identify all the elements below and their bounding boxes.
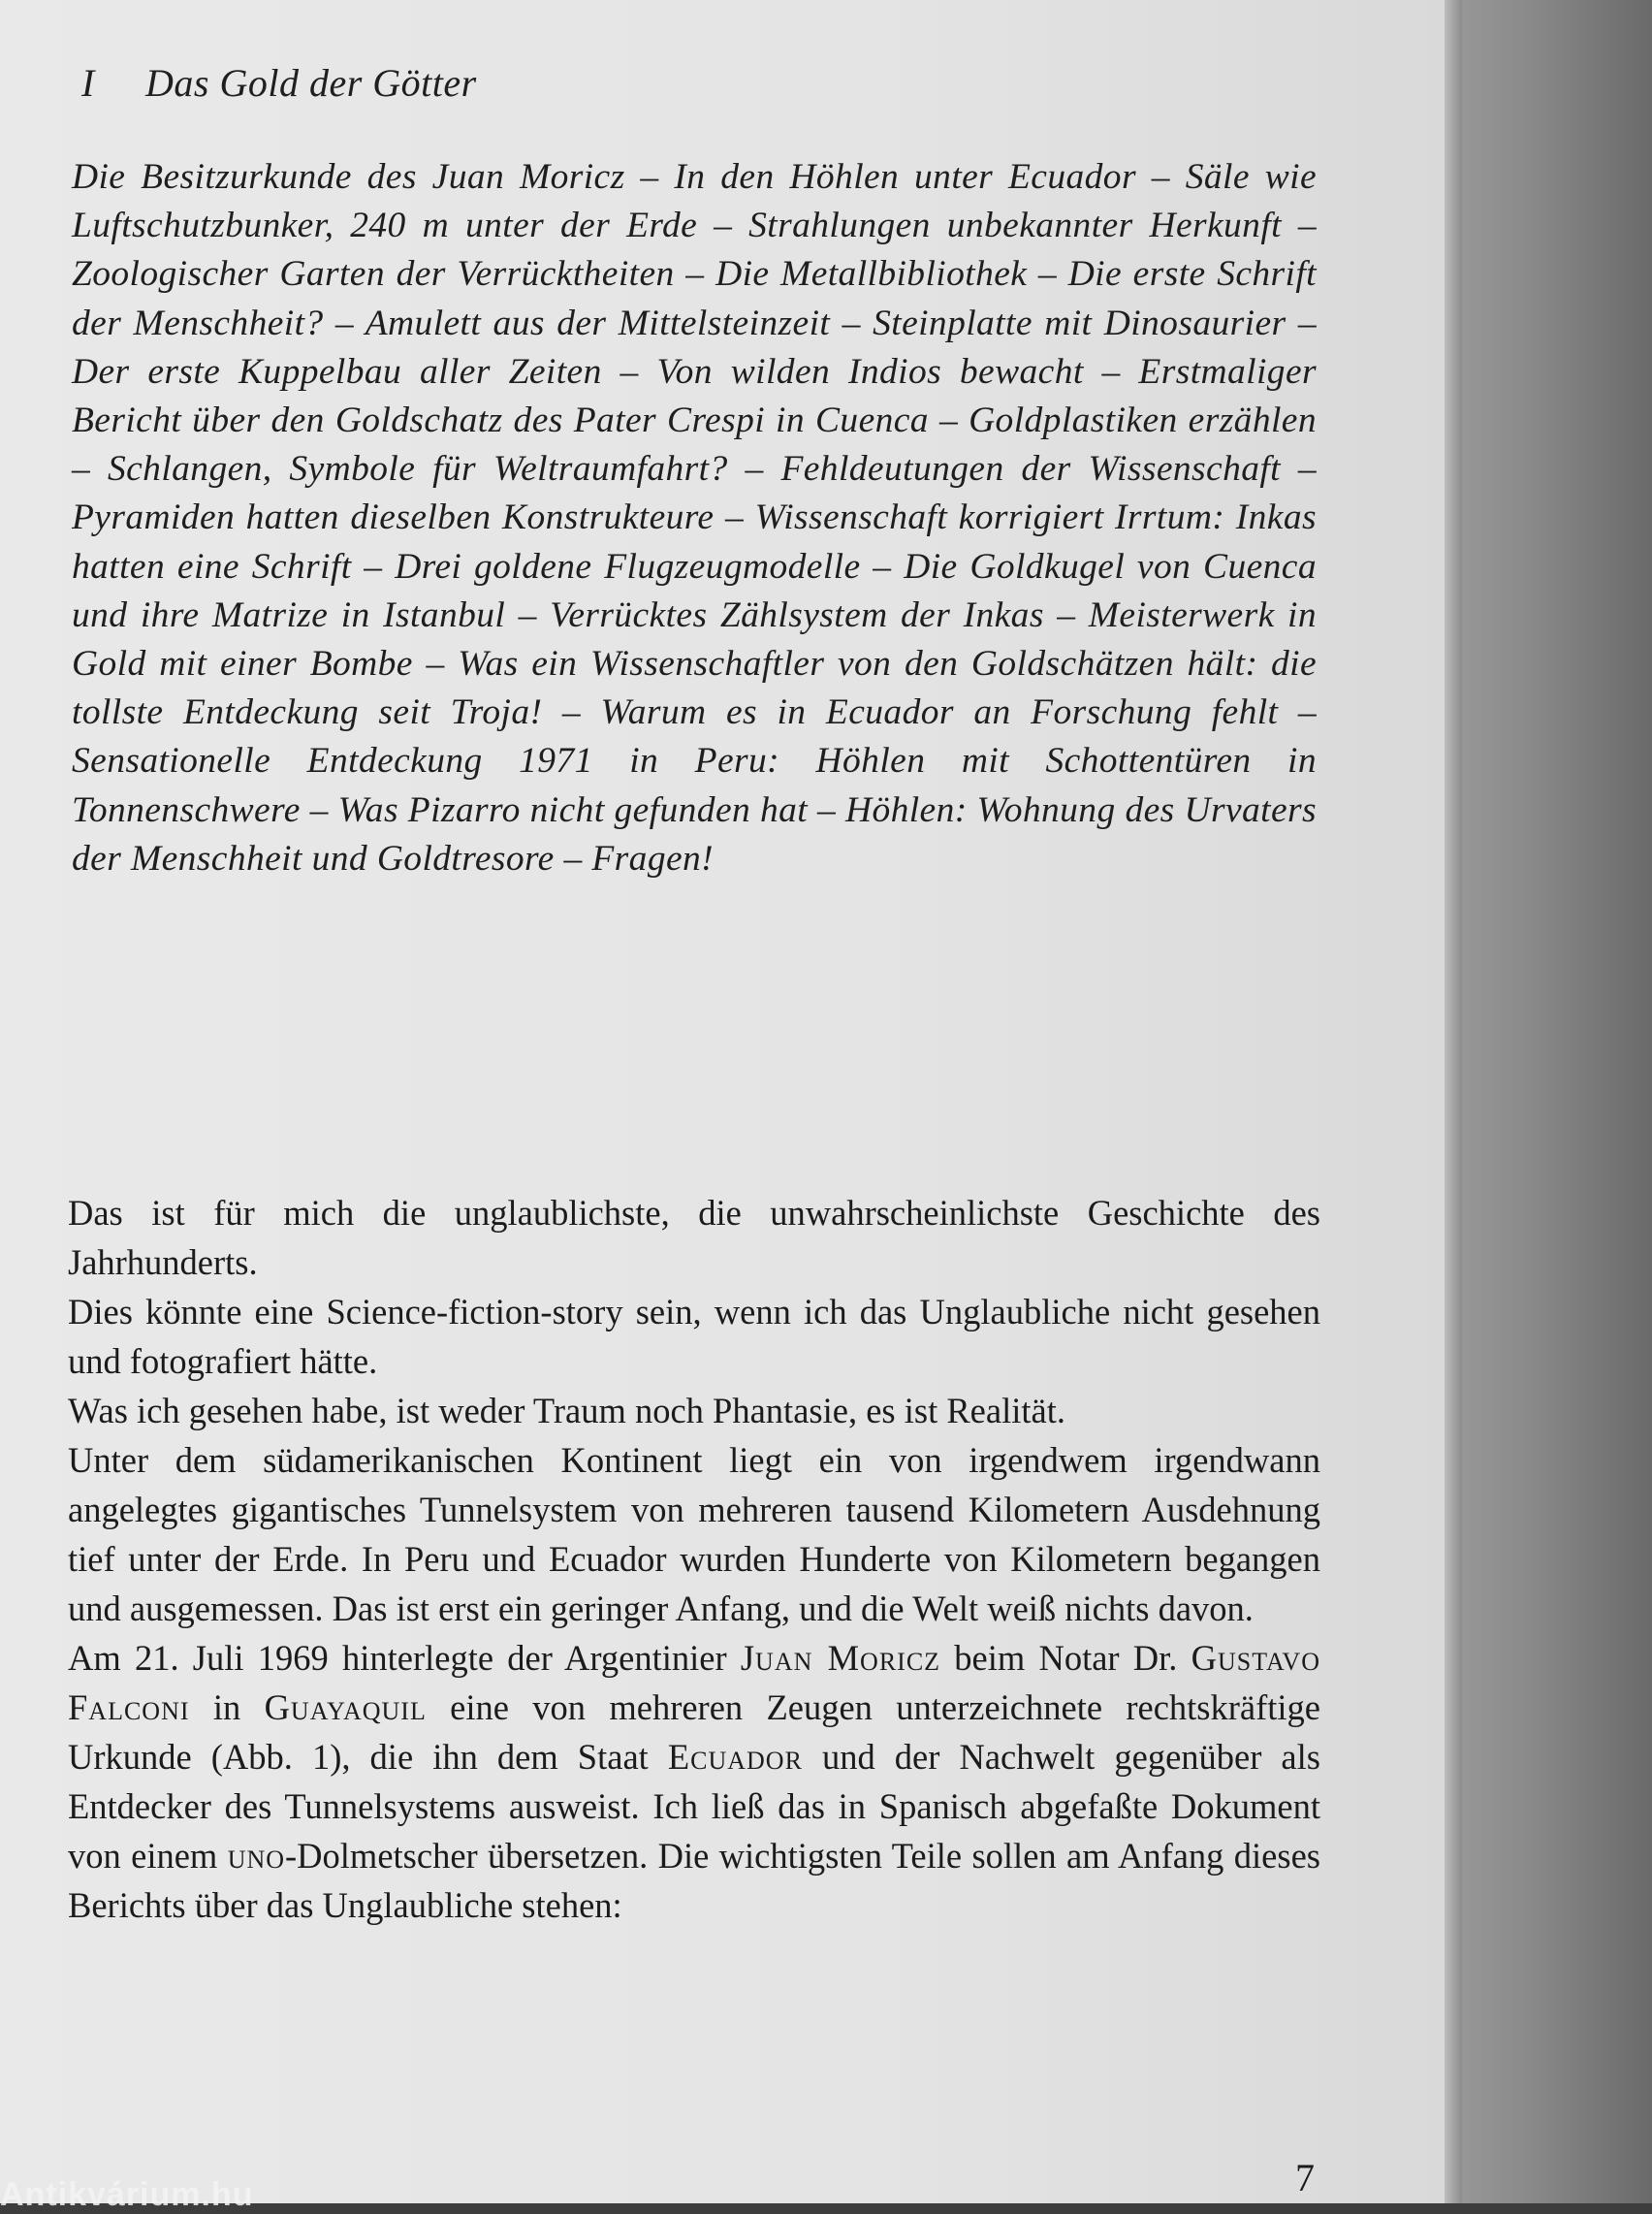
p5-text-b: beim Notar Dr. [940, 1638, 1191, 1678]
place-guayaquil: Guayaquil [264, 1687, 427, 1727]
name-juan-moricz: Juan Moricz [740, 1638, 941, 1678]
body-text [68, 1188, 1320, 1930]
place-ecuador: Ecuador [667, 1737, 803, 1777]
p5-text-f: -Dolmetscher übersetzen. Die wichtigsten Teile sollen am Anfang dieses Berichts über das Unglaubliche stehen: [68, 1836, 1320, 1925]
paragraph-4: Unter dem südamerikanischen Kontinent liegt ein von irgendwem irgendwann angelegtes gigantisches Tunnelsystem von mehreren tausend Kilometern Ausdehnung tief unter der Erde. In Peru und Ecuador wurden Hunderte von Kilometern begangen und ausgemessen. Das ist erst ein geringer Anfang, und die Welt weiß nichts davon. [68, 1440, 1320, 1628]
page-fold-shadow [1445, 0, 1462, 2203]
page-number: 7 [1295, 2156, 1315, 2199]
p5-text-a: Am 21. Juli 1969 hinterlegte der Argentinier [68, 1638, 741, 1678]
next-page-edge [1445, 0, 1652, 2203]
p5-text-c: in [189, 1687, 265, 1727]
paragraph-5 [68, 1633, 1320, 1930]
paragraph-3: Was ich gesehen habe, ist weder Traum noch Phantasie, es ist Realität. [68, 1391, 1065, 1430]
chapter-title: Das Gold der Götter [145, 61, 477, 105]
chapter-heading [81, 60, 477, 106]
chapter-number: I [81, 61, 95, 105]
name-gustavo-falconi: Gustavo Falconi [68, 1638, 1320, 1727]
p5-text-d: eine von mehreren Zeugen unterzeichnete rechtskräftige Urkunde (Abb. 1), die ihn dem Staat [68, 1687, 1320, 1777]
watermark: Antikvárium.hu [0, 2176, 254, 2213]
p5-text-e: und der Nachwelt gegenüber als Entdecker des Tunnelsystems ausweist. Ich ließ das in Spanisch abgefaßte Dokument von einem [68, 1737, 1320, 1876]
org-uno: uno [227, 1836, 286, 1876]
paragraph-2: Dies könnte eine Science-fiction-story sein, wenn ich das Unglaubliche nicht gesehen und fotografiert hätte. [68, 1292, 1320, 1381]
chapter-summary: Die Besitzurkunde des Juan Moricz – In den Höhlen unter Ecuador – Säle wie Luftschutzbunker, 240 m unter der Erde – Strahlungen unbekannter Herkunft – Zoologischer Garten der Verrücktheiten – Die Metallbibliothek – Die erste Schrift der Menschheit? – Amulett aus der Mittelsteinzeit – Steinplatte mit Dinosaurier – Der erste Kuppelbau aller Zeiten – Von wilden Indios bewacht – Erstmaliger Bericht über den Goldschatz des Pater Crespi in Cuenca – Goldplastiken erzählen – Schlangen, Symbole für Weltraumfahrt? – Fehldeutungen der Wissenschaft – Pyramiden hatten dieselben Konstrukteure – Wissenschaft korrigiert Irrtum: Inkas hatten eine Schrift – Drei goldene Flugzeugmodelle – Die Goldkugel von Cuenca und ihre Matrize in Istanbul – Verrücktes Zählsystem der Inkas – Meisterwerk in Gold mit einer Bombe – Was ein Wissenschaftler von den Goldschätzen hält: die tollste Entdeckung seit Troja! – Warum es in Ecuador an Forschung fehlt – Sensationelle Entdeckung 1971 in Peru: Höhlen mit Schottentüren in Tonnenschwere – Was Pizarro nicht gefunden hat – Höhlen: Wohnung des Urvaters der Menschheit und Goldtresore – Fragen! [72, 157, 1317, 879]
paragraph-1: Das ist für mich die unglaublichste, die unwahrscheinlichste Geschichte des Jahrhunderts. [68, 1193, 1320, 1282]
